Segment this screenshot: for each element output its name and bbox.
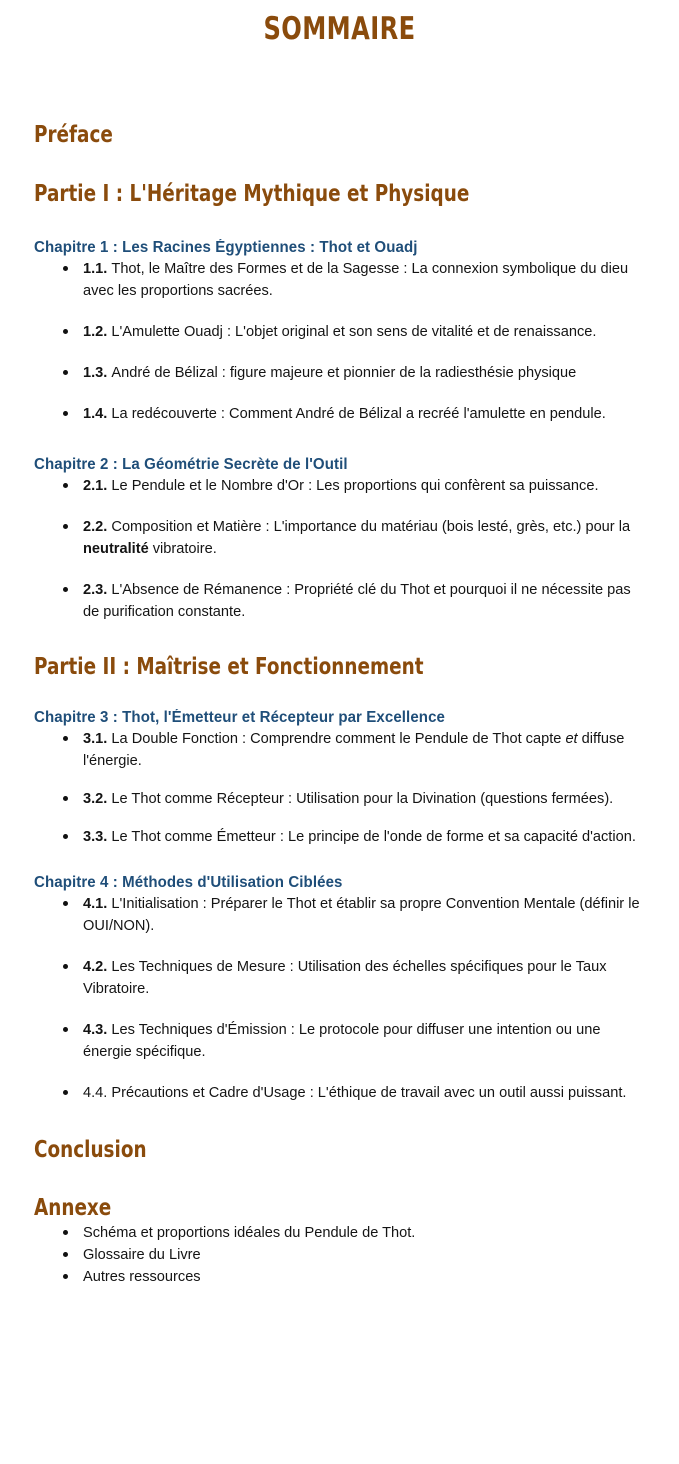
list-item: [34, 475, 645, 497]
list-item-number: 1.4.: [83, 406, 112, 422]
list-item: [34, 1222, 645, 1244]
list-item: [34, 579, 645, 623]
list-item: [34, 321, 645, 343]
section-heading-preface: Préface: [34, 122, 113, 148]
list-item: [34, 956, 645, 1000]
list-item-text: André de Bélizal : figure majeure et pionnier de la radiesthésie physique: [111, 365, 577, 381]
chapter-heading-3: Chapitre 3 : Thot, l'Émetteur et Récepteur par Excellence: [34, 709, 445, 726]
chapter-heading-2: Chapitre 2 : La Géométrie Secrète de l'Outil: [34, 456, 348, 473]
list-item: [34, 826, 645, 848]
list-item-text: La Double Fonction : Comprendre comment le Pendule de Thot capte et diffuse l'énergie.: [83, 731, 625, 769]
list-item-number: 2.2.: [83, 519, 112, 535]
list-item: [34, 362, 645, 384]
list-item-text: L'Initialisation : Préparer le Thot et établir sa propre Convention Mentale (définir le OUI/NON).: [83, 896, 640, 934]
list-item: [34, 1244, 645, 1266]
section-heading-conclusion: Conclusion: [34, 1137, 147, 1163]
page-title: SOMMAIRE: [263, 11, 416, 47]
toc-list-chapter-2: [34, 475, 645, 623]
list-item-number: 4.2.: [83, 959, 112, 975]
list-item-number: 3.3.: [83, 829, 112, 845]
list-item: [34, 516, 645, 560]
list-item-number: 2.3.: [83, 582, 112, 598]
list-item: [34, 728, 645, 772]
list-item-text: Thot, le Maître des Formes et de la Sagesse : La connexion symbolique du dieu avec les proportions sacrées.: [83, 261, 629, 299]
toc-list-annexe: [34, 1222, 645, 1288]
list-item-text: Les Techniques d'Émission : Le protocole pour diffuser une intention ou une énergie spécifique.: [83, 1022, 601, 1060]
list-item-text: Le Thot comme Émetteur : Le principe de l'onde de forme et sa capacité d'action.: [111, 829, 636, 845]
list-item-text: L'Absence de Rémanence : Propriété clé du Thot et pourquoi il ne nécessite pas de purification constante.: [83, 582, 631, 620]
list-item-text: La redécouverte : Comment André de Bélizal a recréé l'amulette en pendule.: [111, 406, 606, 422]
list-item-number: 1.3.: [83, 365, 112, 381]
chapter-heading-4: Chapitre 4 : Méthodes d'Utilisation Ciblées: [34, 874, 343, 891]
emphasized-text: neutralité: [83, 541, 149, 557]
section-heading-part-2: Partie II : Maîtrise et Fonctionnement: [34, 654, 424, 680]
list-item-text: L'Amulette Ouadj : L'objet original et son sens de vitalité et de renaissance.: [111, 324, 597, 340]
list-item-text: Le Pendule et le Nombre d'Or : Les proportions qui confèrent sa puissance.: [111, 478, 599, 494]
emphasized-text: et: [565, 731, 578, 747]
list-item-number: 3.1.: [83, 731, 112, 747]
chapter-heading-1: Chapitre 1 : Les Racines Égyptiennes : Thot et Ouadj: [34, 239, 418, 256]
list-item-number: 4.1.: [83, 896, 112, 912]
list-item-text: Les Techniques de Mesure : Utilisation des échelles spécifiques pour le Taux Vibratoire.: [83, 959, 607, 997]
list-item-text: Glossaire du Livre: [83, 1247, 201, 1263]
list-item-number: 4.4.: [83, 1085, 112, 1101]
list-item-number: 2.1.: [83, 478, 112, 494]
list-item-text: Autres ressources: [83, 1269, 201, 1285]
toc-list-chapter-4: [34, 893, 645, 1104]
list-item: [34, 1082, 645, 1104]
list-item: [34, 1266, 645, 1288]
list-item-number: 4.3.: [83, 1022, 112, 1038]
list-item: [34, 403, 645, 425]
list-item: [34, 788, 645, 810]
section-heading-part-1: Partie I : L'Héritage Mythique et Physique: [34, 181, 470, 207]
list-item-number: 1.1.: [83, 261, 112, 277]
list-item-text: Précautions et Cadre d'Usage : L'éthique de travail avec un outil aussi puissant.: [111, 1085, 627, 1101]
list-item-text: Composition et Matière : L'importance du matériau (bois lesté, grès, etc.) pour la neutralité vibratoire.: [83, 519, 631, 557]
list-item-number: 1.2.: [83, 324, 112, 340]
list-item: [34, 1019, 645, 1063]
list-item: [34, 258, 645, 302]
section-heading-annexe: Annexe: [34, 1195, 112, 1221]
list-item-number: 3.2.: [83, 791, 112, 807]
toc-list-chapter-3: [34, 728, 645, 848]
list-item-text: Schéma et proportions idéales du Pendule de Thot.: [83, 1225, 416, 1241]
list-item-text: Le Thot comme Récepteur : Utilisation pour la Divination (questions fermées).: [111, 791, 614, 807]
toc-list-chapter-1: [34, 258, 645, 425]
list-item: [34, 893, 645, 937]
